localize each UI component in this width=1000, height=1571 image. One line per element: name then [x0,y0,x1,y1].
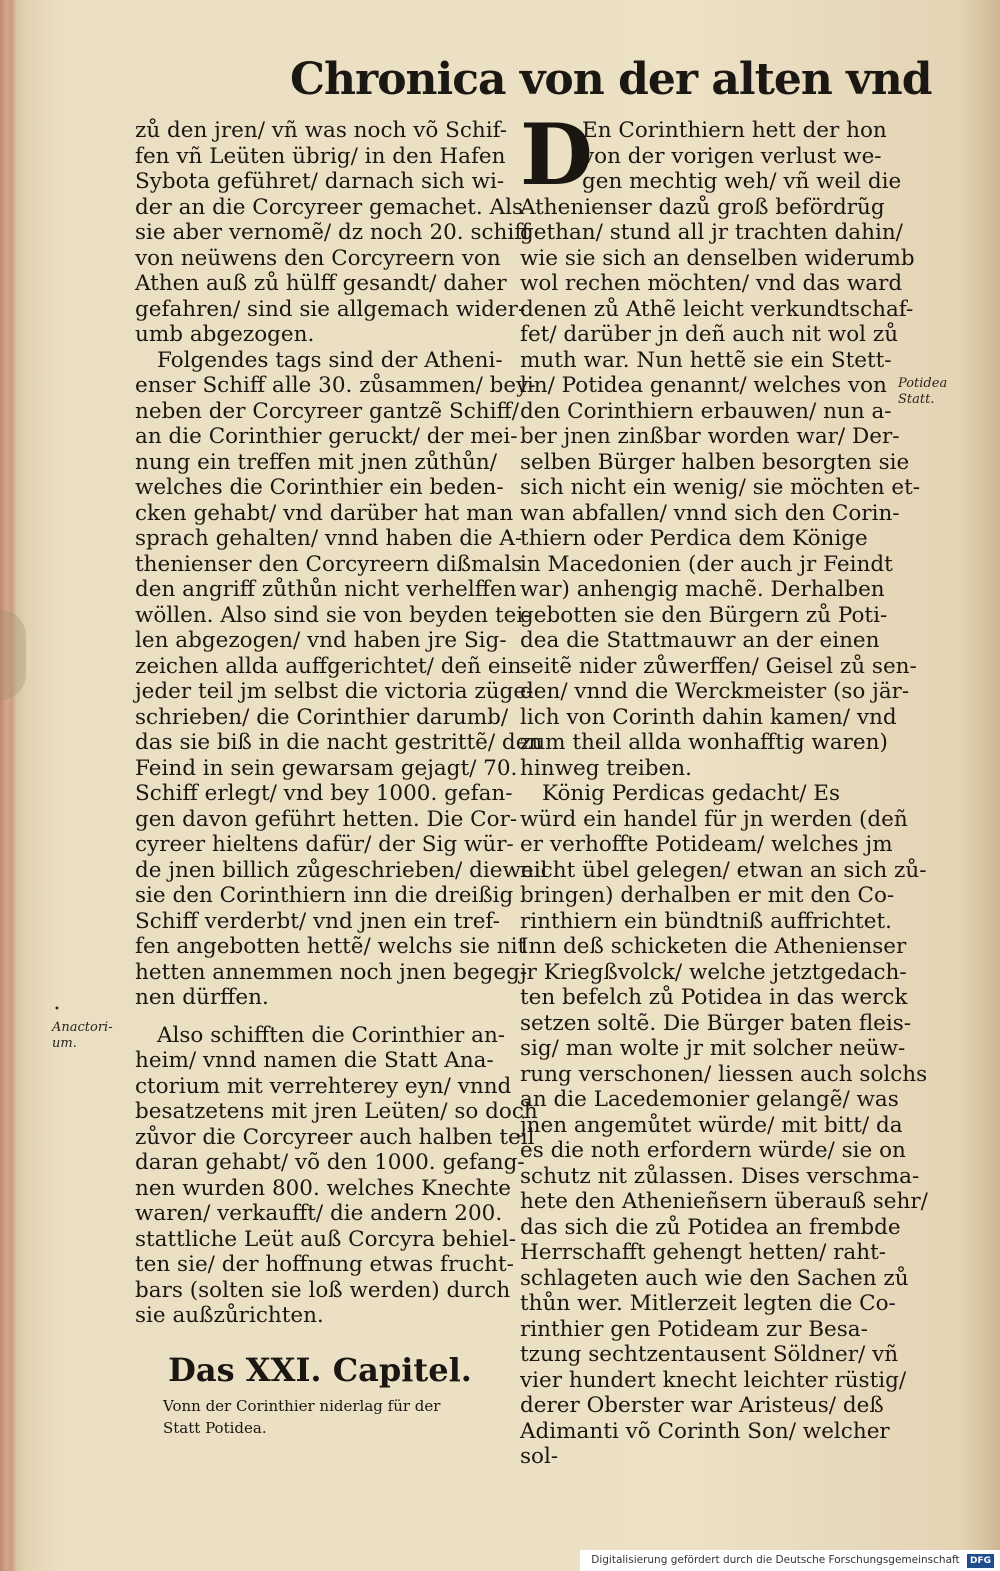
text-line: wöllen. Also sind sie von beyden tei- [135,602,531,628]
dropcap-block [520,105,902,204]
text-line: Also schifften die Corinthier an- [157,1022,506,1048]
text-line: vier hundert knecht leichter rüstig/ [520,1367,907,1393]
text-line: gethan/ stund all jr trachten dahin/ [520,220,903,245]
text-line: umb abgezogen. [135,322,315,347]
text-line: Athenienser dazů groß befördrũg [520,194,885,220]
right-paragraph-2 [520,781,928,1470]
text-line: thůn wer. Mitlerzeit legten die Co- [520,1291,896,1316]
text-line: an die Corinthier geruckt/ der mei- [135,424,518,449]
text-line: Inn deß schicketen die Athenienser [520,934,907,959]
text-line: muth war. Nun hettẽ sie ein Stett- [520,347,892,373]
left-paragraph-2 [135,347,548,1011]
text-line: sprach gehalten/ vnnd haben die A- [135,526,523,551]
text-line: enser Schiff alle 30. zůsammen/ bey- [135,373,536,398]
text-line: schutz nit zůlassen. Dises verschma- [520,1163,920,1189]
text-line: jeder teil jm selbst die victoria züge- [135,679,534,704]
left-column [135,118,548,1439]
text-line: Herrschafft gehengt hetten/ raht- [520,1240,887,1265]
text-line: fen vñ Leüten übrig/ in den Hafen [135,143,506,169]
text-line: zum theil allda wonhafftig waren) [520,730,888,755]
paragraph-gap [135,1329,505,1341]
text-line: jr Kriegßvolck/ welche jetztgedach- [520,959,907,985]
text-line: dea die Stattmauwr an der einen [520,628,880,653]
text-line: schrieben/ die Corinthier darumb/ [135,704,509,730]
text-line: das sie biß in die nacht gestrittẽ/ den [135,730,543,755]
text-line: Vonn der Corinthier niderlag für der [163,1396,441,1415]
text-line: ber jnen zinßbar worden war/ Der- [520,424,900,449]
text-line: jnen angemůtet würde/ mit bitt/ da [520,1112,903,1138]
text-line: besatzetens mit jren Leüten/ so doch [135,1099,538,1124]
text-line: waren/ verkaufft/ die andern 200. [135,1201,503,1226]
text-line: Schiff verderbt/ vnd jnen ein tref- [135,908,500,934]
chapter-heading: Das XXI. Capitel. [168,1350,472,1389]
text-line: thiern oder Perdica dem Könige [520,526,868,551]
margin-note-left: • Anactori- um. [52,1020,132,1052]
text-line: von neüwens den Corcyreern von [135,245,501,271]
text-line: von der vorigen verlust we- [582,143,882,169]
text-line: bringen) derhalben er mit den Co- [520,883,895,908]
initial-letter: D [520,105,593,204]
text-line: de jnen billich zůgeschrieben/ dieweil [135,857,548,883]
text-line: König Perdicas gedacht/ Es [542,781,841,806]
text-line: rung verschonen/ liessen auch solchs [520,1061,928,1087]
text-line: welches die Corinthier ein beden- [135,475,504,500]
text-line: Adimanti võ Corinth Son/ welcher [520,1418,890,1444]
text-line: fen angebotten hettẽ/ welchs sie nit [135,934,527,959]
text-line: zeichen allda auffgerichtet/ deñ ein [135,653,522,679]
text-line: den angriff zůthůn nicht verhelffen [135,577,517,602]
text-line: lich von Corinth dahin kamen/ vnd [520,704,897,730]
running-head: Chronica von der alten vnd [290,54,932,105]
digitization-footer [580,1550,1000,1571]
text-line: sie aber vernomẽ/ dz noch 20. schiff [135,220,530,245]
text-line: wol rechen möchten/ vnd das ward [520,271,903,296]
right-paragraph-1 [520,194,921,782]
text-line: Statt Potidea. [163,1418,267,1437]
text-line: thenienser den Corcyreern dißmals [135,551,523,577]
text-line: fet/ darüber jn deñ auch nit wol zů [520,322,899,347]
left-paragraph-1 [135,118,530,348]
text-line: hetten annemmen noch jnen begeg- [135,959,528,985]
dfg-logo: DFG [967,1554,994,1568]
text-line: Feind in sein gewarsam gejagt/ 70. [135,755,518,781]
text-line: würd ein handel für jn werden (deñ [520,806,908,832]
text-line: ctorium mit verrehterey eyn/ vnnd [135,1073,512,1099]
text-line: ten sie/ der hoffnung etwas frucht- [135,1252,514,1277]
text-line: lin/ Potidea genannt/ welches von [520,373,887,398]
text-line: nen dürffen. [135,985,269,1010]
text-line: sig/ man wolte jr mit solcher neüw- [520,1036,906,1061]
text-line: an die Lacedemonier gelangẽ/ was [520,1087,899,1112]
text-line: seitẽ nider zůwerffen/ Geisel zů sen- [520,653,917,679]
text-line: nen wurden 800. welches Knechte [135,1175,512,1201]
text-line: er verhoffte Potideam/ welches jm [520,832,893,857]
text-line: das sich die zů Potidea an frembde [520,1214,901,1240]
text-line: stattliche Leüt auß Corcyra behiel- [135,1226,517,1252]
text-line: heim/ vnnd namen die Statt Ana- [135,1048,494,1073]
text-line: der an die Corcyreer gemachet. Als [135,194,524,220]
left-paragraph-3 [135,1022,538,1329]
text-line: schlageten auch wie den Sachen zů [520,1265,909,1291]
paragraph-gap [135,1011,505,1023]
text-line: cken gehabt/ vnd darüber hat man [135,500,514,526]
text-line: zů den jren/ vñ was noch võ Schif- [135,118,508,143]
text-line: sie den Corinthiern inn die dreißig [135,883,514,908]
text-line: nung ein treffen mit jnen zůthůn/ [135,449,497,475]
text-line: gen davon geführt hetten. Die Cor- [135,806,518,832]
text-line: rinthiern ein bündtniß auffrichtet. [520,908,892,934]
text-line: hinweg treiben. [520,755,692,781]
text-line: Schiff erlegt/ vnd bey 1000. gefan- [135,781,513,806]
text-line: nicht übel gelegen/ etwan an sich zů- [520,857,927,883]
text-line: rinthier gen Potideam zur Besa- [520,1316,868,1342]
text-line: gebotten sie den Bürgern zů Poti- [520,602,888,628]
clip-shadow [0,610,26,700]
text-line: den/ vnnd die Werckmeister (so jär- [520,679,910,704]
page-edge [0,0,16,1571]
text-line: Athen auß zů hülff gesandt/ daher [135,271,507,296]
margin-note-right: Potidea Statt. [898,376,948,407]
text-line: daran gehabt/ võ den 1000. gefang- [135,1150,525,1175]
text-line: tzung sechtzentausent Söldner/ vñ [520,1342,899,1367]
text-line: in Macedonien (der auch jr Feindt [520,551,893,577]
text-line: selben Bürger halben besorgten sie [520,449,910,475]
text-line: Folgendes tags sind der Atheni- [157,347,503,373]
chapter-summary [135,1395,505,1439]
text-line: bars (solten sie loß werden) durch [135,1277,511,1303]
text-line: hete den Athenieñsern überauß sehr/ [520,1189,928,1214]
text-line: wan abfallen/ vnnd sich den Corin- [520,500,900,526]
text-line: es die noth erfordern würde/ sie on [520,1138,906,1163]
text-line: sie außzůrichten. [135,1303,324,1328]
text-line: gefahren/ sind sie allgemach wider- [135,296,526,322]
text-line: len abgezogen/ vnd haben jre Sig- [135,628,507,653]
text-line: derer Oberster war Aristeus/ deß [520,1393,884,1418]
text-line: zůvor die Corcyreer auch halben teil [135,1124,535,1150]
text-line: Sybota geführet/ darnach sich wi- [135,169,505,194]
text-line: war) anhengig machẽ. Derhalben [520,577,885,602]
footer-text: Digitalisierung gefördert durch die Deutsche Forschungsgemeinschaft [591,1554,960,1566]
text-line: den Corinthiern erbauwen/ nun a- [520,398,892,424]
text-line: sich nicht ein wenig/ sie möchten et- [520,475,921,500]
text-line: setzen soltẽ. Die Bürger baten fleis- [520,1010,912,1036]
text-line: ten befelch zů Potidea in das werck [520,985,908,1010]
text-line: gen mechtig weh/ vñ weil die [582,169,902,194]
text-line: En Corinthiern hett der hon [582,118,887,143]
text-line: wie sie sich an denselben widerumb [520,245,915,271]
text-line: denen zů Athẽ leicht verkundtschaf- [520,296,914,322]
text-line: cyreer hieltens dafür/ der Sig wür- [135,832,514,857]
text-line: sol- [520,1444,559,1469]
text-line: neben der Corcyreer gantzẽ Schiff/ [135,398,519,424]
